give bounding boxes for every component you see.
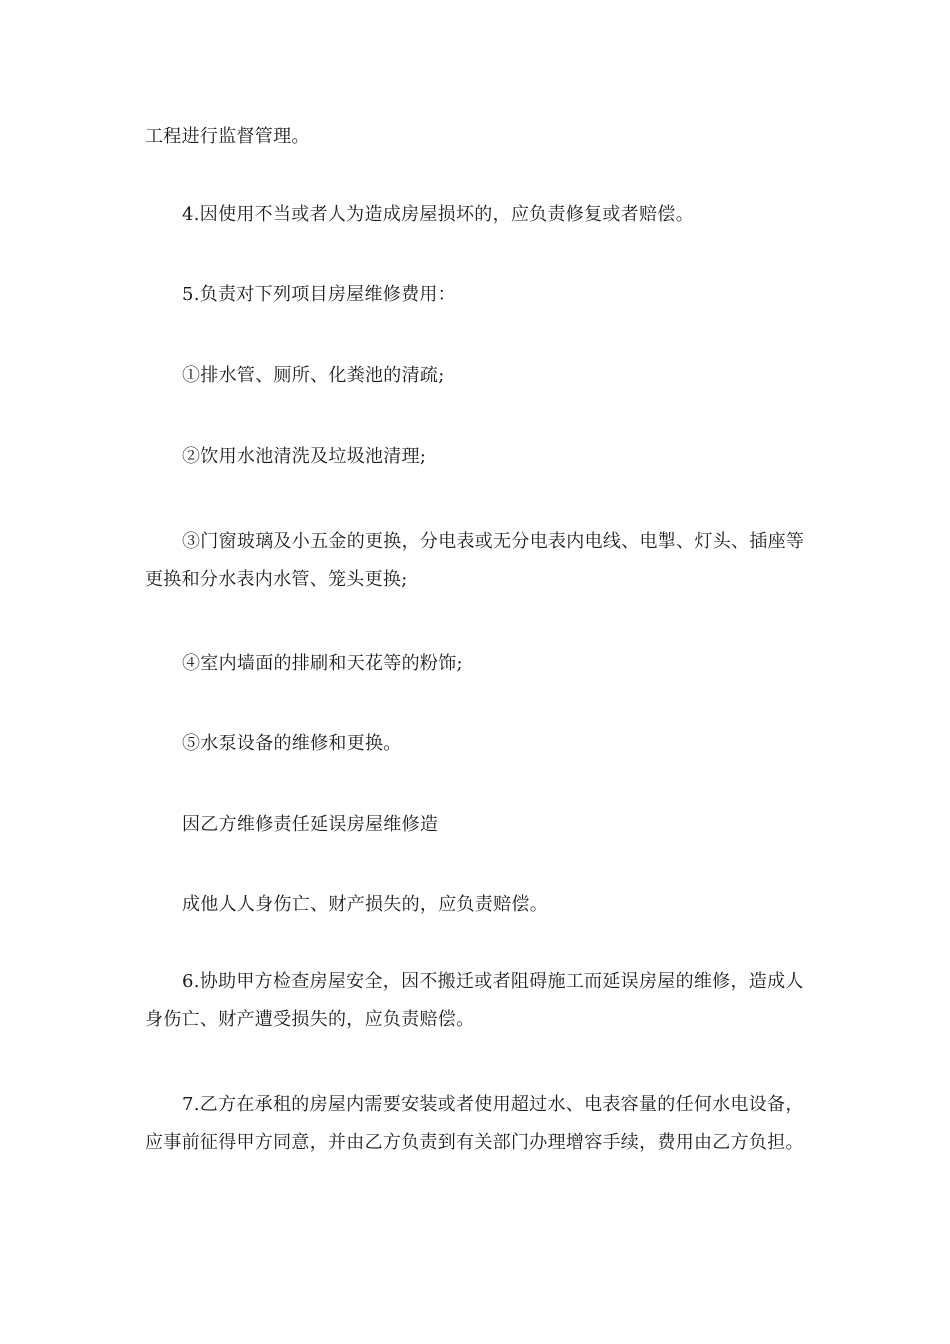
paragraph-delay-compensation: 成他人人身伤亡、财产损失的，应负责赔偿。 bbox=[182, 894, 548, 915]
paragraph-continuation: 工程进行监督管理。 bbox=[145, 126, 310, 147]
paragraph-subitem-4: ④室内墙面的排刷和天花等的粉饰; bbox=[182, 653, 463, 674]
paragraph-delay-responsibility: 因乙方维修责任延误房屋维修造 bbox=[182, 814, 439, 835]
paragraph-subitem-5: ⑤水泵设备的维修和更换。 bbox=[182, 733, 402, 754]
paragraph-subitem-2: ②饮用水池清洗及垃圾池清理; bbox=[182, 446, 427, 467]
paragraph-item-7: 7.乙方在承租的房屋内需要安装或者使用超过水、电表容量的任何水电设备，应事前征得甲方同意，并由乙方负责到有关部门办理增容手续，费用由乙方负担。 bbox=[145, 1094, 804, 1153]
paragraph-subitem-1: ①排水管、厕所、化粪池的清疏; bbox=[182, 365, 445, 386]
paragraph-item-5: 5.负责对下列项目房屋维修费用： bbox=[182, 284, 456, 305]
paragraph-item-4: 4.因使用不当或者人为造成房屋损坏的，应负责修复或者赔偿。 bbox=[182, 204, 694, 225]
paragraph-item-6: 6.协助甲方检查房屋安全，因不搬迁或者阻碍施工而延误房屋的维修，造成人身伤亡、财产遭受损失的，应负责赔偿。 bbox=[145, 971, 804, 1030]
paragraph-subitem-3: ③门窗玻璃及小五金的更换，分电表或无分电表内电线、电掣、灯头、插座等更换和分水表内水管、笼头更换; bbox=[145, 531, 805, 590]
